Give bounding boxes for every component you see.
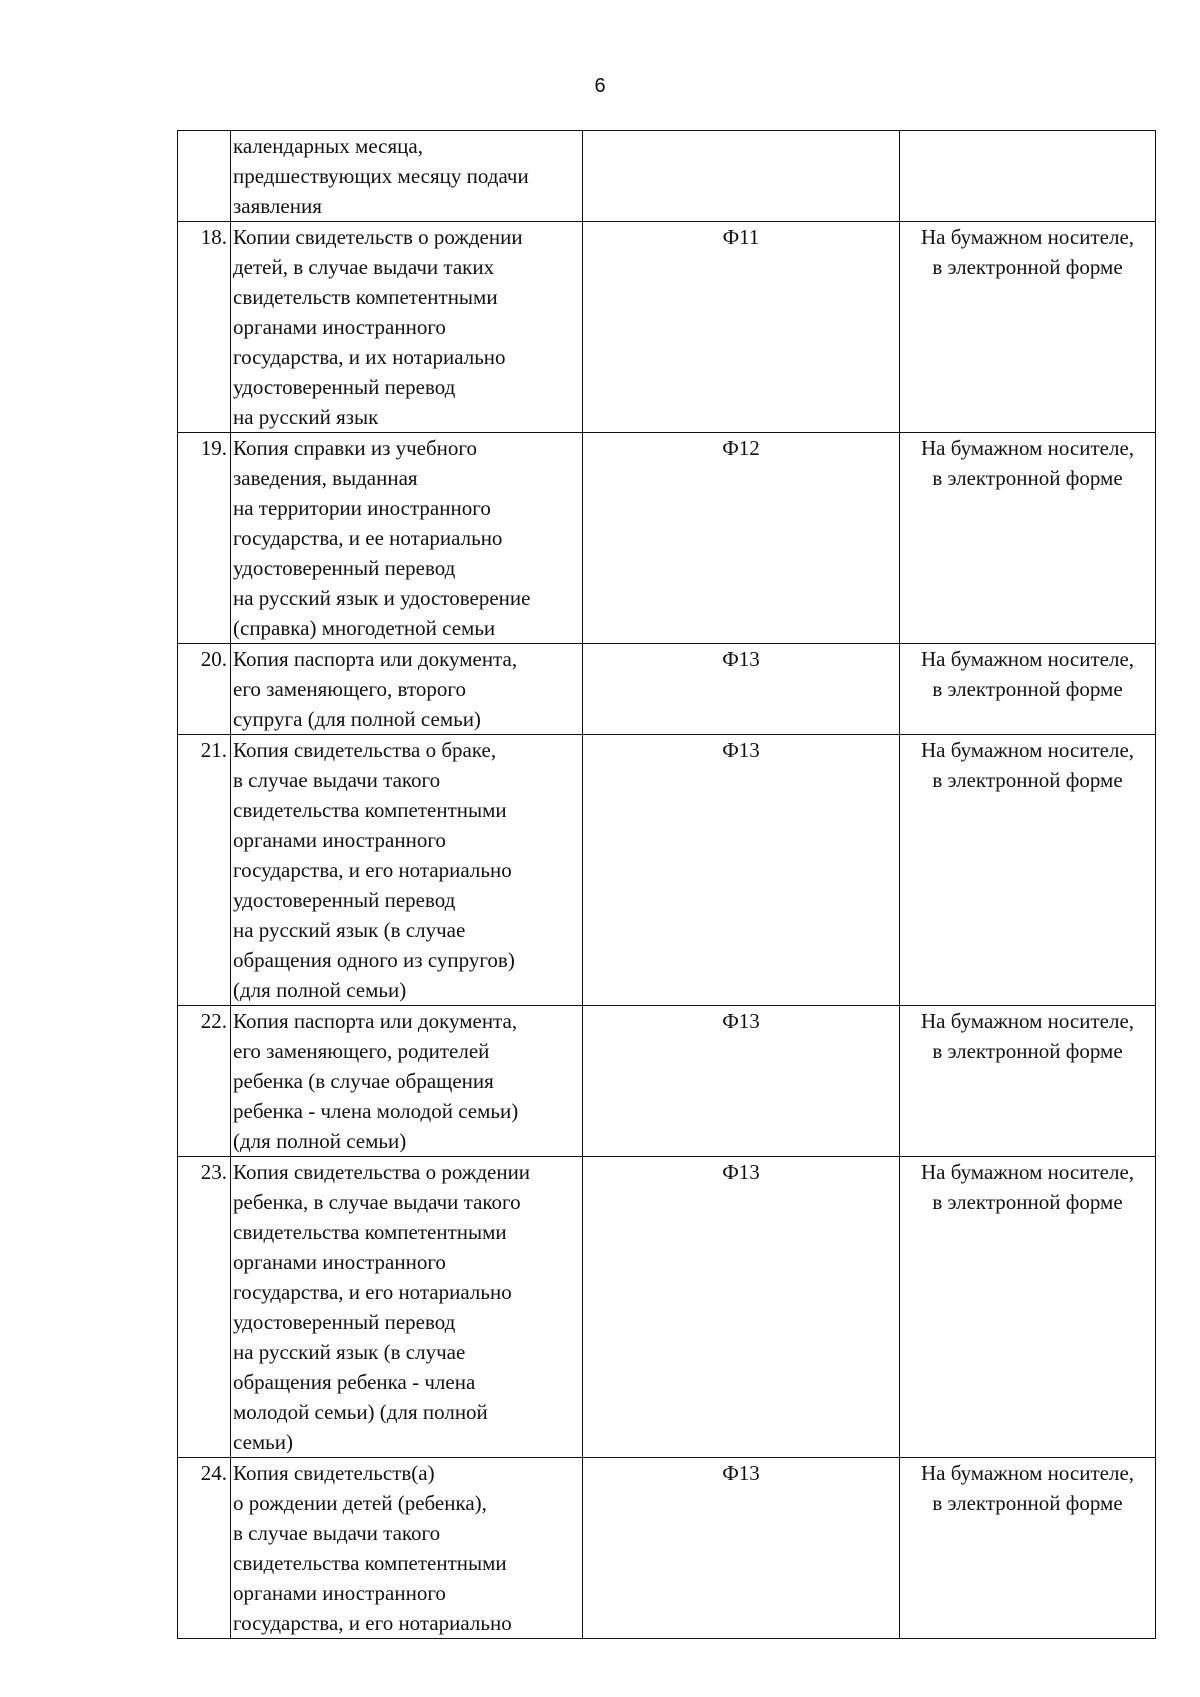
form-code: Ф13	[583, 644, 900, 735]
form-code: Ф12	[583, 433, 900, 644]
submission-method	[900, 131, 1156, 222]
row-number: 22.	[178, 1006, 231, 1157]
document-description: Копия паспорта или документа, его заменяющего, родителей ребенка (в случае обращения ребенка - члена молодой семьи) (для полной семьи)	[231, 1006, 583, 1157]
form-code: Ф13	[583, 1458, 900, 1639]
submission-method: На бумажном носителе, в электронной форме	[900, 1006, 1156, 1157]
table-row	[178, 131, 1156, 222]
submission-method: На бумажном носителе, в электронной форме	[900, 735, 1156, 1006]
table-row	[178, 1157, 1156, 1458]
table-row	[178, 735, 1156, 1006]
form-code: Ф13	[583, 1006, 900, 1157]
form-code	[583, 131, 900, 222]
form-code: Ф11	[583, 222, 900, 433]
submission-method: На бумажном носителе, в электронной форме	[900, 1458, 1156, 1639]
document-description: Копия свидетельства о браке, в случае выдачи такого свидетельства компетентными органами иностранного государства, и его нотариально удостоверенный перевод на русский язык (в случае обращения одного из супругов) (для полной семьи)	[231, 735, 583, 1006]
form-code: Ф13	[583, 735, 900, 1006]
submission-method: На бумажном носителе, в электронной форме	[900, 1157, 1156, 1458]
table-row	[178, 1458, 1156, 1639]
row-number	[178, 131, 231, 222]
table-row	[178, 222, 1156, 433]
document-description: Копия справки из учебного заведения, выданная на территории иностранного государства, и ее нотариально удостоверенный перевод на русский язык и удостоверение (справка) многодетной семьи	[231, 433, 583, 644]
page-number: 6	[594, 75, 606, 97]
row-number: 18.	[178, 222, 231, 433]
document-description: Копия паспорта или документа, его заменяющего, второго супруга (для полной семьи)	[231, 644, 583, 735]
documents-table	[177, 130, 1156, 1639]
table-row	[178, 1006, 1156, 1157]
row-number: 21.	[178, 735, 231, 1006]
row-number: 24.	[178, 1458, 231, 1639]
document-description: Копии свидетельств о рождении детей, в случае выдачи таких свидетельств компетентными органами иностранного государства, и их нотариально удостоверенный перевод на русский язык	[231, 222, 583, 433]
document-description: Копия свидетельства о рождении ребенка, в случае выдачи такого свидетельства компетентными органами иностранного государства, и его нотариально удостоверенный перевод на русский язык (в случае обращения ребенка - члена молодой семьи) (для полной семьи)	[231, 1157, 583, 1458]
table-row	[178, 644, 1156, 735]
table-row	[178, 433, 1156, 644]
form-code: Ф13	[583, 1157, 900, 1458]
row-number: 23.	[178, 1157, 231, 1458]
row-number: 19.	[178, 433, 231, 644]
document-description: календарных месяца, предшествующих месяцу подачи заявления	[231, 131, 583, 222]
submission-method: На бумажном носителе, в электронной форме	[900, 222, 1156, 433]
submission-method: На бумажном носителе, в электронной форме	[900, 644, 1156, 735]
submission-method: На бумажном носителе, в электронной форме	[900, 433, 1156, 644]
row-number: 20.	[178, 644, 231, 735]
document-description: Копия свидетельств(а) о рождении детей (ребенка), в случае выдачи такого свидетельства компетентными органами иностранного государства, и его нотариально	[231, 1458, 583, 1639]
